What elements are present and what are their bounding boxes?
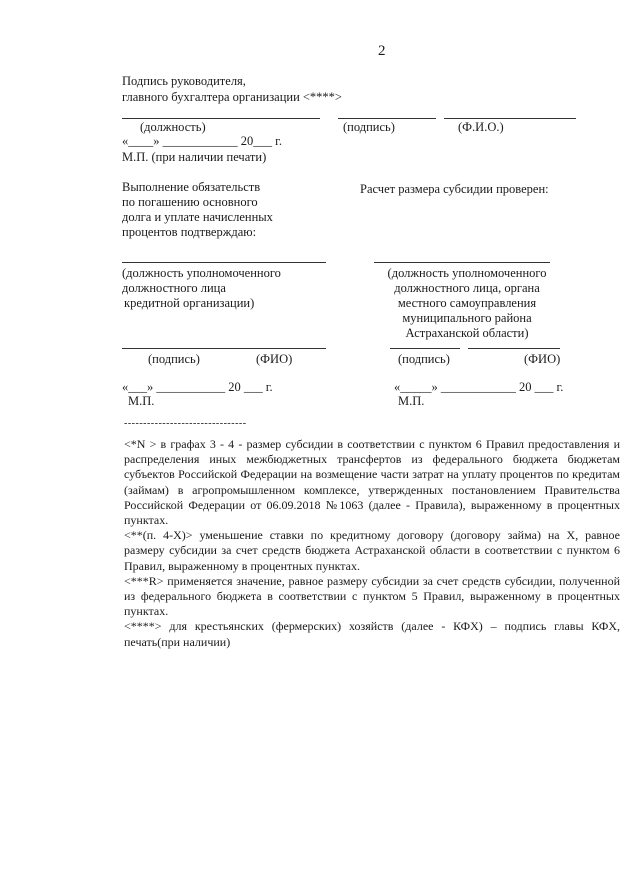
left-heading-4: процентов подтверждаю: [122,225,257,239]
left-heading-3: долга и уплате начисленных [122,210,273,224]
left-signature-caption: (подпись) [148,352,200,366]
footnote-4: <****> для крестьянских (фермерских) хозяйств (далее - КФХ) – подпись главы КФХ, печать(при наличии) [124,619,620,649]
left-official-line [122,262,326,263]
position-caption: (должность) [140,120,206,134]
left-official-caption-2: должностного лица [122,281,226,295]
right-official-caption-4: муниципального района [402,311,532,325]
right-official-caption-3: местного самоуправления [397,296,537,310]
name-line [444,118,576,119]
footnote-3: <***R> применяется значение, равное размеру субсидии за счет средств субсидии, полученной из федерального бюджета в соответствии с пунктом 5 Правил, выраженному в процентных пунктах. [124,573,620,619]
name-caption: (Ф.И.О.) [458,120,504,134]
footnote-1: <*N > в графах 3 - 4 - размер субсидии в соответствии с пунктом 6 Правил предоставления и распределения иных межбюджетных трансфертов из федерального бюджета бюджетам субъектов Российской Федерации на возмещение части затрат на уплату процентов по кредитам (займам) в агропромышленном комплексе, утвержденных постановлением Правительства Российской Федерации от 06.09.2018 №1063 (далее - Правила), выраженному в процентных пунктах. [124,437,620,528]
right-stamp: М.П. [398,394,425,408]
right-official-caption-5: Астраханской области) [405,326,529,340]
footnote-2: <**(п. 4-Х)> уменьшение ставки по кредитному договору (договору займа) на Х, равное размеру субсидии за счет средств бюджета Астраханской области в соответствии с пунктом 6 Правил, выраженному в процентных пунктах. [124,528,620,573]
left-date-line: «___» ___________ 20 ___ г. [122,380,273,394]
left-name-caption: (ФИО) [256,352,293,366]
right-heading: Расчет размера субсидии проверен: [360,182,549,196]
signature-label-line2: главного бухгалтера организации <****> [122,90,342,104]
signature-line [338,118,436,119]
left-official-caption-1: (должность уполномоченного [122,266,281,280]
right-official-caption-2: должностного лица, органа [394,281,540,295]
right-name-caption: (ФИО) [524,352,561,366]
position-line [122,118,320,119]
right-name-line [468,348,560,349]
right-official-caption-1: (должность уполномоченного [387,266,547,280]
left-stamp: М.П. [128,394,155,408]
left-heading-2: по погашению основного [122,195,258,209]
stamp-note: М.П. (при наличии печати) [122,150,267,164]
right-official-line [374,262,550,263]
date-line: «____» ____________ 20___ г. [122,134,282,148]
right-signature-caption: (подпись) [398,352,450,366]
left-signature-line [122,348,326,349]
left-official-caption-3: кредитной организации) [124,296,255,310]
signature-caption: (подпись) [343,120,395,134]
left-heading-1: Выполнение обязательств [122,180,261,194]
right-date-line: «_____» ____________ 20 ___ г. [394,380,564,394]
right-signature-line [390,348,460,349]
footnote-separator: -------------------------------- [124,418,247,429]
page-number: 2 [378,43,386,59]
signature-label-line1: Подпись руководителя, [122,74,246,88]
footnotes [124,437,620,650]
